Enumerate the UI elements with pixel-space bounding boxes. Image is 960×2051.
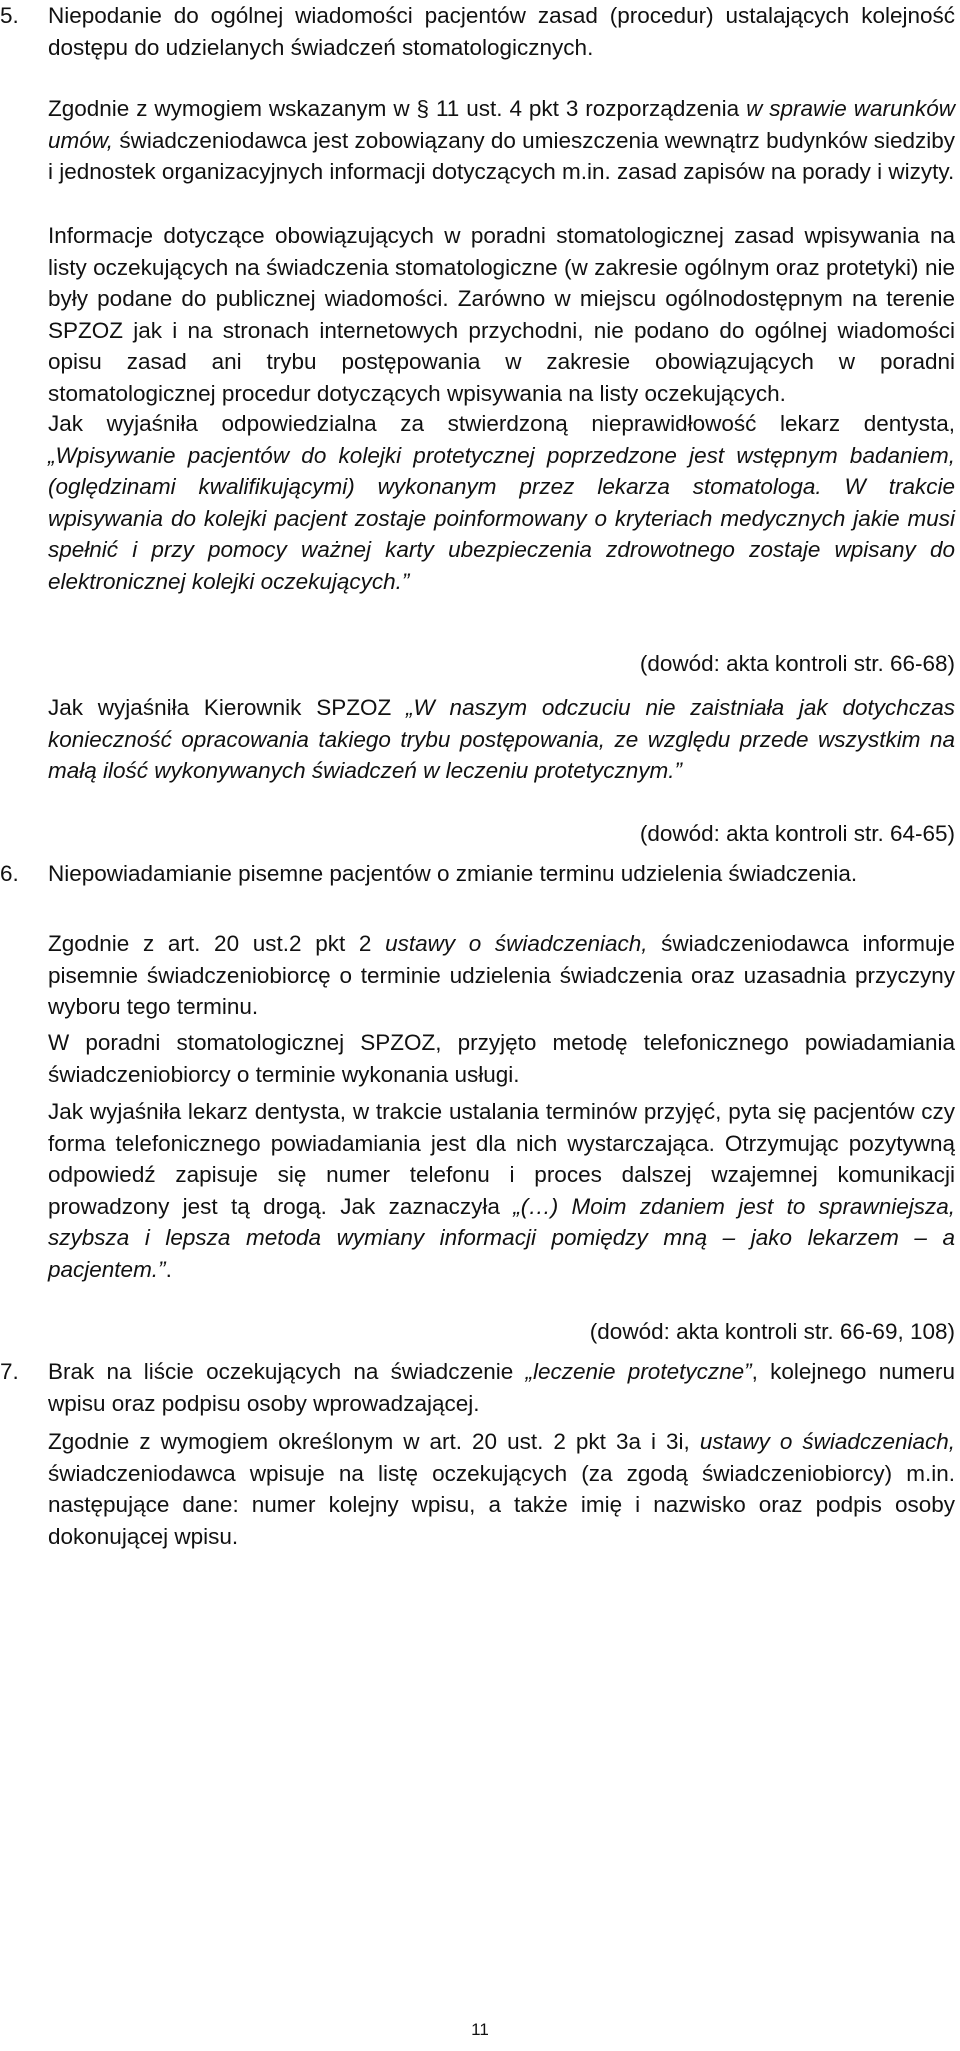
italic-citation: w sprawie warunków umów,: [48, 96, 955, 153]
evidence-reference: (dowód: akta kontroli str. 64-65): [639, 821, 955, 846]
paragraph-findings: Informacje dotyczące obowiązujących w poradni stomatologicznej zasad wpisywania na listy oczekujących na świadczenia stomatologiczne (w zakresie ogólnym oraz protetyki) nie były podane do publicznej wiadomości. Zarówno w miejscu ogólnodostępnym na terenie SPZOZ jak i na stronach internetowych przychodni, nie podano do ogólnej wiadomości opisu zasad ani trybu postępowania w zakresie obowiązujących w poradni stomatologicznej procedur dotyczących wpisywania na listy oczekujących.: [48, 223, 955, 406]
italic-quote: „Wpisywanie pacjentów do kolejki protetycznej poprzedzone jest wstępnym badaniem, (oględzinami kwalifikującymi) wykonanym przez lekarza stomatologa. W trakcie wpisywania do kolejki pacjent zostaje poinformowany o kryteriach medycznych jakie musi spełnić i przy pomocy ważnej karty ubezpieczenia zdrowotnego zostaje wpisany do elektronicznej kolejki oczekujących.”: [48, 442, 955, 594]
section-number: 5.: [0, 3, 19, 28]
section-heading-text: [48, 1359, 955, 1416]
text-run: Jak wyjaśniła lekarz dentysta, w trakcie ustalania terminów przyjęć, pyta się pacjentów czy forma telefonicznego powiadamiania jest dla nich wystarczająca. Otrzymując pozytywną odpowiedź zapisuje się numer telefonu i proces dalszej wzajemnej komunikacji prowadzony jest tą drogą. Jak zaznaczyła: [48, 1099, 955, 1219]
section-heading-text: Niepodanie do ogólnej wiadomości pacjentów zasad (procedur) ustalających kolejność dostępu do udzielanych świadczeń stomatologicznych.: [48, 3, 955, 60]
italic-citation: ustawy o świadczeniach,: [385, 931, 648, 956]
text-run: Zgodnie z art. 20 ust.2 pkt 2: [48, 931, 386, 956]
italic-quote: „W naszym odczuciu nie zaistniała jak dotychczas konieczność opracowania takiego trybu postępowania, ze względu przede wszystkim na małą ilość wykonywanych świadczeń w leczeniu protetycznym.”: [48, 695, 955, 783]
section-6-heading: [0, 858, 955, 890]
section-number: 7.: [0, 1359, 19, 1384]
text-run: Brak na liście oczekujących na świadczenie: [48, 1359, 526, 1384]
paragraph-regulation: [48, 93, 955, 188]
italic-term: „leczenie protetyczne”: [525, 1359, 752, 1384]
text-run: świadczeniodawca informuje pisemnie świadczeniobiorcę o terminie udzielenia świadczenia oraz uzasadnia przyczyny wyboru tego terminu.: [48, 931, 955, 1019]
paragraph-dentist-explanation: [48, 408, 955, 597]
paragraph-method: W poradni stomatologicznej SPZOZ, przyjęto metodę telefonicznego powiadamiania świadczeniobiorcy o terminie wykonania usługi.: [48, 1030, 955, 1087]
text-run: Jak wyjaśniła odpowiedzialna za stwierdzoną nieprawidłowość lekarz dentysta,: [48, 411, 955, 436]
italic-citation: ustawy o świadczeniach,: [699, 1429, 955, 1454]
italic-quote: „(…) Moim zdaniem jest to sprawniejsza, szybsza i lepsza metoda wymiany informacji pomiędzy mną – jako lekarzem – a pacjentem.”: [48, 1193, 955, 1282]
text-run: świadczeniodawca wpisuje na listę oczekujących (za zgodą świadczeniobiorcy) m.in. następujące dane: numer kolejny wpisu, a także imię i nazwisko oraz podpis osoby dokonującej wpisu.: [48, 1460, 955, 1549]
evidence-reference: (dowód: akta kontroli str. 66-68): [639, 651, 955, 676]
text-run: Zgodnie z wymogiem określonym w art. 20 ust. 2 pkt 3a i 3i,: [48, 1429, 700, 1454]
section-heading-text: Niepowiadamianie pisemne pacjentów o zmianie terminu udzielenia świadczenia.: [48, 861, 858, 886]
text-run: Jak wyjaśniła Kierownik SPZOZ: [48, 695, 407, 720]
text-run: .: [165, 1256, 172, 1282]
paragraph-manager-explanation: [48, 692, 955, 787]
paragraph-waitlist-rules: [48, 1426, 955, 1552]
section-7-heading: [0, 1356, 955, 1419]
text-run: świadczeniodawca jest zobowiązany do umieszczenia wewnątrz budynków siedziby i jednostek organizacyjnych informacji dotyczących m.in. zasad zapisów na porady i wizyty.: [48, 127, 955, 184]
paragraph-statute: [48, 928, 955, 1023]
page-number: 11: [471, 2020, 489, 2039]
paragraph-dentist-phone: [48, 1096, 955, 1285]
section-5-heading: [0, 0, 955, 63]
text-run: , kolejnego numeru wpisu oraz podpisu osoby wprowadzającej.: [48, 1359, 955, 1416]
text-run: Zgodnie z wymogiem wskazanym w § 11 ust. 4 pkt 3 rozporządzenia: [48, 96, 747, 121]
evidence-reference: (dowód: akta kontroli str. 66-69, 108): [589, 1319, 955, 1344]
section-number: 6.: [0, 861, 19, 886]
